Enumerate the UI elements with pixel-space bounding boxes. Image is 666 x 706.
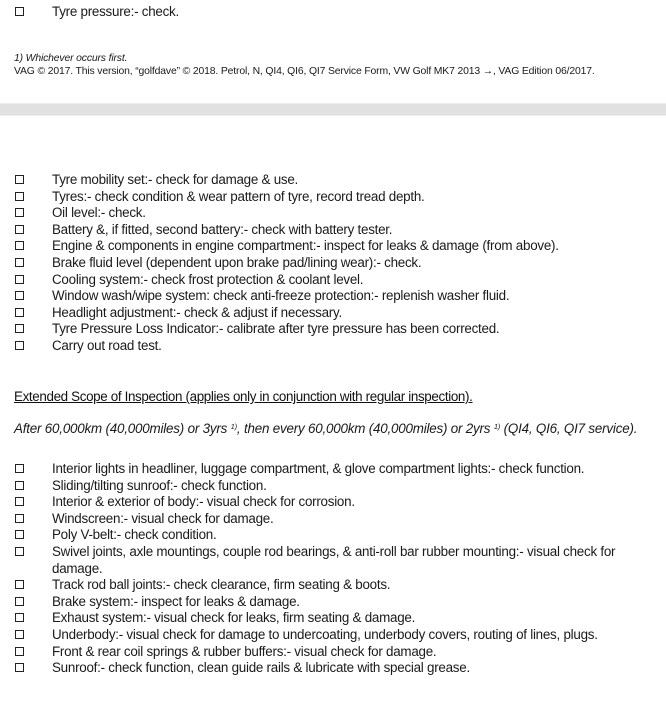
checklist-item-label: Engine & components in engine compartment:- inspect for leaks & damage (from above). — [52, 238, 559, 254]
extended-scope-intro — [14, 421, 654, 438]
checklist-item-label: Swivel joints, axle mountings, couple rod bearings, & anti-roll bar rubber mounting:- visual check for damage. — [52, 544, 616, 576]
checkbox[interactable] — [15, 258, 24, 267]
checkbox[interactable] — [15, 497, 24, 506]
checkbox[interactable] — [15, 341, 24, 350]
checkbox[interactable] — [15, 291, 24, 300]
checkbox[interactable] — [15, 241, 24, 250]
previous-page — [0, 0, 666, 103]
page-separator — [0, 103, 666, 116]
checkbox[interactable] — [15, 324, 24, 333]
checklist-item-label: Poly V-belt:- check condition. — [52, 527, 217, 543]
checklist-item-label: Tyre Pressure Loss Indicator:- calibrate after tyre pressure has been corrected. — [52, 321, 500, 337]
checklist-item-label: Tyre pressure:- check. — [52, 4, 179, 19]
checklist-item-label: Underbody:- visual check for damage to undercoating, underbody covers, routing of lines, plugs. — [52, 627, 598, 642]
checklist-item-label: Brake fluid level (dependent upon brake pad/lining wear):- check. — [52, 255, 422, 270]
checklist-item-label: Battery &, if fitted, second battery:- check with battery tester. — [52, 221, 393, 237]
checklist-item-label: Oil level:- check. — [52, 205, 146, 221]
checkbox[interactable] — [15, 464, 24, 473]
checkbox[interactable] — [15, 481, 24, 490]
intro-text: After 60,000km (40,000miles) or 3yrs — [14, 421, 231, 436]
checklist-item-label: Front & rear coil springs & rubber buffers:- visual check for damage. — [52, 643, 437, 659]
checkbox[interactable] — [15, 647, 24, 656]
checkbox[interactable] — [15, 547, 24, 556]
footnote-ref: 1) — [230, 422, 237, 431]
checkbox[interactable] — [15, 514, 24, 523]
checkbox[interactable] — [15, 175, 24, 184]
checkbox[interactable] — [15, 580, 24, 589]
copyright-line: VAG © 2017. This version, “golfdave” © 2018. Petrol, N, QI4, QI6, QI7 Service Form, VW Golf MK7 2013 →, VAG Edition 06/2017. — [14, 66, 595, 77]
checkbox[interactable] — [15, 663, 24, 672]
checklist-item-label: Sunroof:- check function, clean guide rails & lubricate with special grease. — [52, 660, 470, 676]
checklist-item-label: Carry out road test. — [52, 338, 162, 353]
checklist-item-label: Window wash/wipe system: check anti-freeze protection:- replenish washer fluid. — [52, 288, 510, 304]
checklist-item-label: Tyres:- check condition & wear pattern of tyre, record tread depth. — [52, 188, 425, 204]
checkbox[interactable] — [15, 613, 24, 622]
checklist-item-label: Windscreen:- visual check for damage. — [52, 510, 274, 526]
checkbox[interactable] — [15, 308, 24, 317]
checkbox[interactable] — [15, 225, 24, 234]
checklist-item-label: Interior lights in headliner, luggage compartment, & glove compartment lights:- check function. — [52, 461, 585, 476]
checklist-item-label: Track rod ball joints:- check clearance, firm seating & boots. — [52, 577, 391, 593]
checkbox[interactable] — [15, 208, 24, 217]
checklist-item-label: Brake system:- inspect for leaks & damage. — [52, 593, 300, 609]
checklist-item-label: Sliding/tilting sunroof:- check function. — [52, 477, 267, 493]
checklist-item-label: Cooling system:- check frost protection & coolant level. — [52, 271, 364, 287]
checkbox[interactable] — [15, 7, 24, 16]
checklist-item-label: Tyre mobility set:- check for damage & use. — [52, 172, 299, 187]
intro-text: , then every 60,000km (40,000miles) or 2yrs — [236, 421, 494, 436]
footnote-ref: 1) — [493, 422, 501, 431]
checklist-item-label: Headlight adjustment:- check & adjust if necessary. — [52, 304, 342, 320]
checklist-item-label: Exhaust system:- visual check for leaks, firm seating & damage. — [52, 610, 416, 626]
checkbox[interactable] — [15, 597, 24, 606]
intro-text: (QI4, QI6, QI7 service). — [500, 421, 638, 436]
checkbox[interactable] — [15, 192, 24, 201]
checkbox[interactable] — [15, 530, 24, 539]
checklist-item-label: Interior & exterior of body:- visual check for corrosion. — [52, 494, 355, 510]
footnote: 1) Whichever occurs first. — [14, 53, 128, 64]
checkbox[interactable] — [15, 275, 24, 284]
checkbox[interactable] — [15, 630, 24, 639]
extended-scope-heading: Extended Scope of Inspection (applies only in conjunction with regular inspection). — [14, 389, 473, 404]
